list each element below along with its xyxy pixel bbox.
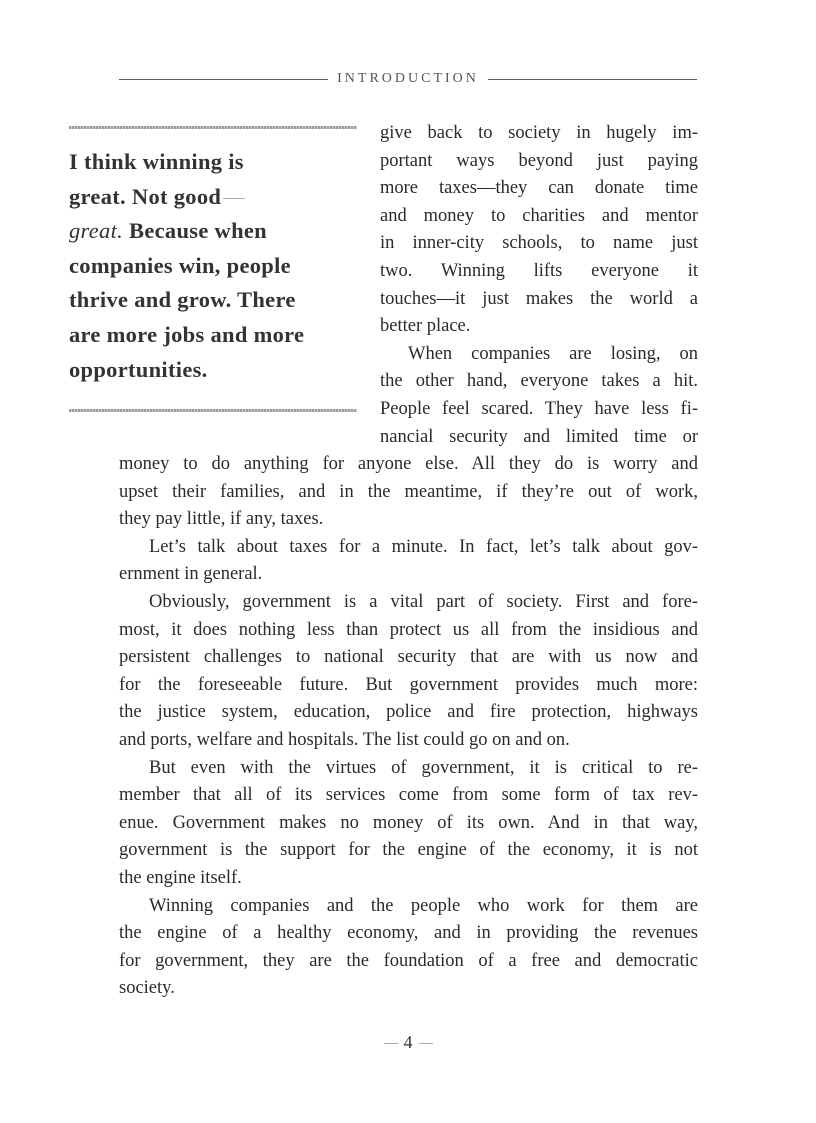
pullquote-line (69, 214, 357, 249)
text-line: for government, they are the foundation of a free and democratic (119, 950, 698, 971)
page-number: 4 (403, 1032, 413, 1052)
text-line: better place. (380, 316, 471, 337)
text-line: ernment in general. (119, 564, 263, 585)
text-line: portant ways beyond just paying (380, 150, 698, 171)
text-line: persistent challenges to national security that are with us now and (119, 647, 698, 668)
footer-dash-right (419, 1043, 433, 1044)
body-column (380, 120, 698, 451)
pullquote (69, 145, 357, 387)
text-line: more taxes—they can donate time (380, 178, 698, 199)
pullquote-text: Because when (123, 218, 267, 244)
pullquote-line: companies win, people (69, 252, 291, 278)
text-line: the engine of a healthy economy, and in providing the revenues (119, 923, 698, 944)
footer-dash-left (384, 1043, 398, 1044)
text-line: nancial security and limited time or (380, 426, 698, 447)
pullquote-rule-bottom (69, 409, 357, 412)
text-line: they pay little, if any, taxes. (119, 509, 324, 530)
text-line: member that all of its services come from some form of tax rev- (119, 785, 698, 806)
text-line: government is the support for the engine of the economy, it is not (119, 840, 698, 861)
pullquote-rule-top (69, 126, 357, 129)
header-rule-right (488, 79, 697, 80)
text-line: When companies are losing, on (408, 343, 698, 364)
pullquote-line (69, 180, 357, 215)
header-rule-left (119, 79, 328, 80)
pullquote-line: opportunities. (69, 356, 208, 382)
text-line: money to do anything for anyone else. All they do is worry and (119, 454, 698, 474)
text-line: two. Winning lifts everyone it (380, 260, 698, 281)
text-line: the other hand, everyone takes a hit. (380, 371, 698, 392)
text-line: upset their families, and in the meantime, if they’re out of work, (119, 481, 698, 502)
text-line: Obviously, government is a vital part of society. First and fore- (149, 591, 698, 612)
pullquote-emphasis: great. (69, 218, 124, 244)
text-line: But even with the virtues of government, it is critical to re- (149, 757, 698, 778)
pullquote-line: thrive and grow. There (69, 287, 296, 313)
pullquote-text: great. Not good (69, 183, 222, 209)
pullquote-line: I think winning is (69, 149, 244, 174)
text-line: and money to charities and mentor (380, 205, 698, 226)
text-line: most, it does nothing less than protect us all from the insidious and (119, 619, 698, 640)
text-line: for the foreseeable future. But government provides much more: (119, 674, 698, 695)
running-header (119, 68, 697, 90)
text-line: give back to society in hugely im- (380, 123, 698, 143)
text-line: the justice system, education, police and fire protection, highways (119, 702, 698, 723)
text-line: the engine itself. (119, 867, 242, 888)
text-line: Winning companies and the people who work for them are (149, 895, 698, 916)
page-footer (0, 1032, 816, 1053)
text-line: Let’s talk about taxes for a minute. In fact, let’s talk about gov- (149, 536, 698, 557)
text-line: and ports, welfare and hospitals. The list could go on and on. (119, 729, 570, 750)
header-title: INTRODUCTION (337, 71, 479, 86)
text-line: in inner-city schools, to name just (380, 233, 698, 254)
text-line: touches—it just makes the world a (380, 288, 698, 309)
pullquote-dash (223, 198, 245, 199)
text-line: People feel scared. They have less fi- (380, 398, 698, 419)
body-text (119, 451, 698, 1003)
pullquote-line: are more jobs and more (69, 321, 305, 347)
text-line: enue. Government makes no money of its own. And in that way, (119, 812, 698, 833)
text-line: society. (119, 978, 175, 999)
